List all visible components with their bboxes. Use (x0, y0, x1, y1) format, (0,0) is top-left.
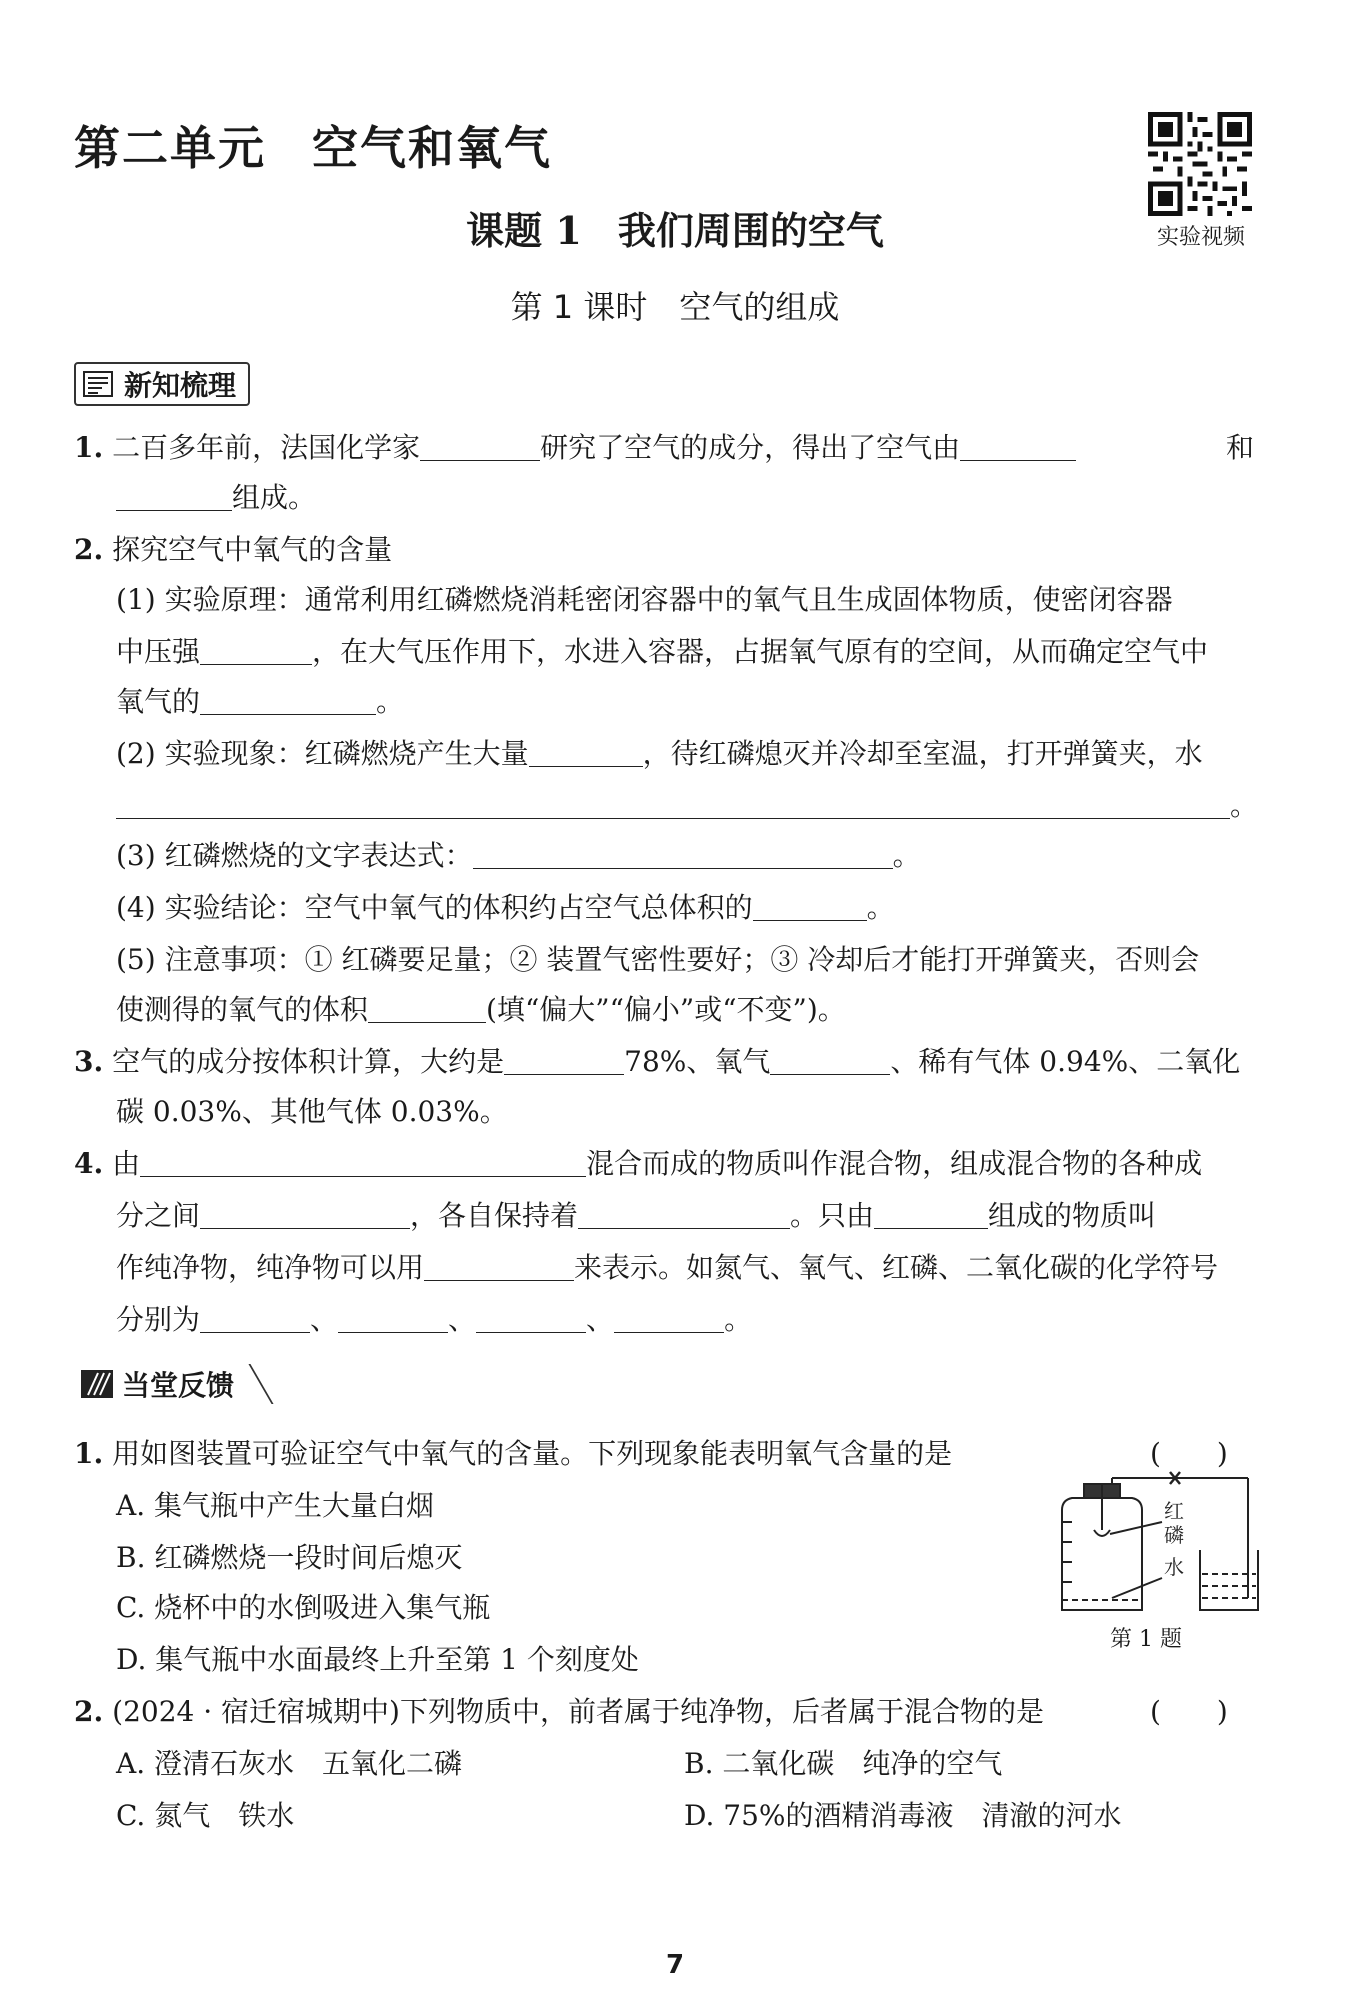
text: ，待红磷熄灭并冷却至室温，打开弹簧夹，水 (642, 737, 1203, 770)
qr-label: 实验视频 (1156, 225, 1245, 250)
text: 。 (866, 891, 895, 924)
answer-blank[interactable] (368, 992, 486, 1023)
text: 、 (586, 1303, 615, 1336)
answer-blank[interactable] (578, 1198, 790, 1229)
feedback-q1-option-d[interactable]: D. 集气瓶中水面最终上升至第 1 个刻度处 (116, 1643, 639, 1676)
knowledge-q4-line4 (116, 1300, 752, 1340)
feedback-q1-stem (74, 1434, 952, 1474)
text: 用如图装置可验证空气中氧气的含量。下列现象能表明氧气含量的是 (112, 1437, 953, 1470)
figure-caption: 第 1 题 (1110, 1627, 1182, 1652)
answer-blank[interactable] (473, 838, 893, 869)
answer-blank[interactable] (200, 684, 376, 715)
unit-number: 第二单元 (74, 121, 266, 175)
question-number: 1. (74, 431, 104, 464)
text: 组成的物质叫 (988, 1199, 1157, 1232)
answer-blank[interactable] (753, 890, 867, 921)
answer-blank[interactable] (420, 430, 540, 461)
answer-blank[interactable] (614, 1302, 724, 1333)
answer-blank[interactable] (960, 430, 1076, 461)
period-title (0, 282, 1350, 328)
book-icon (82, 369, 116, 399)
text: 。 (1230, 789, 1259, 822)
text: ，各自保持着 (410, 1199, 579, 1232)
text: 混合而成的物质叫作混合物，组成混合物的各种成 (586, 1147, 1203, 1180)
knowledge-q3-line1 (74, 1042, 1240, 1082)
feedback-q2-option-c[interactable]: C. 氮气 铁水 (116, 1799, 295, 1832)
answer-blank[interactable] (200, 634, 312, 665)
answer-blank[interactable] (338, 1302, 448, 1333)
feedback-q1-option-b[interactable]: B. 红磷燃烧一段时间后熄灭 (116, 1541, 463, 1574)
period-name: 空气的组成 (679, 288, 840, 326)
answer-blank[interactable] (529, 736, 643, 767)
text: (2024 · 宿迁宿城期中)下列物质中，前者属于纯净物，后者属于混合物的是 (112, 1695, 1044, 1728)
question-number: 2. (74, 1695, 104, 1728)
text: 二百多年前，法国化学家 (112, 431, 421, 464)
pencil-icon (80, 1369, 114, 1399)
text: 分之间 (116, 1199, 201, 1232)
page-number: 7 (665, 1950, 685, 1980)
question-number: 4. (74, 1147, 104, 1180)
knowledge-q4-line2 (116, 1196, 1156, 1236)
answer-blank[interactable] (424, 1250, 574, 1281)
text: 、 (448, 1303, 477, 1336)
answer-blank[interactable] (504, 1044, 624, 1075)
text: 作纯净物，纯净物可以用 (116, 1251, 425, 1284)
text: 来表示。如氮气、氧气、红磷、二氧化碳的化学符号 (574, 1251, 1219, 1284)
answer-parentheses[interactable]: ( ) (1150, 1695, 1228, 1728)
knowledge-q2-2-line2 (116, 786, 1258, 826)
knowledge-q2-1-line3 (116, 682, 404, 722)
feedback-q2-option-a[interactable]: A. 澄清石灰水 五氧化二磷 (116, 1747, 463, 1780)
text: 。 (724, 1303, 753, 1336)
feedback-q2-option-b[interactable]: B. 二氧化碳 纯净的空气 (684, 1747, 1003, 1780)
unit-name: 空气和氧气 (312, 121, 552, 175)
question-number: 1. (74, 1437, 104, 1470)
text: (4) 实验结论：空气中氧气的体积约占空气总体积的 (116, 891, 753, 924)
answer-blank[interactable] (770, 1044, 890, 1075)
knowledge-q2-3 (116, 836, 921, 876)
text: 中压强 (116, 635, 201, 668)
text: 。只由 (790, 1199, 875, 1232)
answer-blank[interactable] (200, 1302, 310, 1333)
feedback-q1-option-a[interactable]: A. 集气瓶中产生大量白烟 (116, 1489, 435, 1522)
question-number: 2. (74, 533, 104, 566)
text: 78%、氧气 (624, 1045, 771, 1078)
fig-label-phosphorus: 磷 (1164, 1523, 1184, 1547)
text: ，在大气压作用下，水进入容器，占据氧气原有的空间，从而确定空气中 (312, 635, 1209, 668)
text: 分别为 (116, 1303, 201, 1336)
text: 组成。 (232, 481, 317, 514)
knowledge-q2-5-line2 (116, 990, 846, 1030)
apparatus-diagram (1052, 1470, 1262, 1620)
text: 使测得的氧气的体积 (116, 993, 369, 1026)
feedback-q2-stem (74, 1692, 1044, 1732)
knowledge-q2-1-line2 (116, 632, 1208, 672)
fig-label-water: 水 (1164, 1555, 1184, 1579)
feedback-q1-option-c[interactable]: C. 烧杯中的水倒吸进入集气瓶 (116, 1591, 491, 1624)
answer-blank[interactable] (116, 480, 232, 511)
feedback-q2-option-d[interactable]: D. 75%的酒精消毒液 清澈的河水 (684, 1799, 1122, 1832)
knowledge-q2-4 (116, 888, 895, 928)
text: 探究空气中氧气的含量 (112, 533, 393, 566)
knowledge-q2-1-line1: (1) 实验原理：通常利用红磷燃烧消耗密闭容器中的氧气且生成固体物质，使密闭容器 (116, 583, 1173, 616)
text: 、稀有气体 0.94%、二氧化 (890, 1045, 1241, 1078)
answer-blank[interactable] (140, 1146, 586, 1177)
lesson-name: 我们周围的空气 (617, 208, 884, 253)
text: 研究了空气的成分，得出了空气由 (540, 431, 961, 464)
unit-title (74, 112, 552, 178)
text: 。 (892, 839, 921, 872)
knowledge-q1-he: 和 (1226, 431, 1255, 464)
answer-blank[interactable] (874, 1198, 988, 1229)
lesson-title (0, 200, 1350, 255)
answer-parentheses[interactable]: ( ) (1150, 1437, 1228, 1470)
section-new-knowledge (74, 362, 250, 406)
question-number: 3. (74, 1045, 104, 1078)
knowledge-q2-title (74, 530, 392, 570)
answer-blank[interactable] (200, 1198, 410, 1229)
lesson-number: 课题 1 (466, 208, 582, 253)
fig-label-red: 红 (1164, 1499, 1184, 1523)
text: (2) 实验现象：红磷燃烧产生大量 (116, 737, 529, 770)
text: 由 (112, 1147, 141, 1180)
knowledge-q1-line1 (74, 428, 1076, 468)
section-title: 当堂反馈 (122, 1369, 235, 1402)
answer-blank[interactable] (116, 788, 1230, 819)
knowledge-q4-line3 (116, 1248, 1218, 1288)
knowledge-q2-5-line1: (5) 注意事项：① 红磷要足量；② 装置气密性要好；③ 冷却后才能打开弹簧夹，否则会 (116, 943, 1200, 976)
text: 氧气的 (116, 685, 201, 718)
section-title: 新知梳理 (124, 369, 237, 402)
text: 、 (310, 1303, 339, 1336)
answer-blank[interactable] (476, 1302, 586, 1333)
knowledge-q3-line2: 碳 0.03%、其他气体 0.03%。 (116, 1095, 508, 1128)
knowledge-q1-line2 (116, 478, 316, 518)
knowledge-q2-2-line1 (116, 734, 1203, 774)
knowledge-q4-line1 (74, 1144, 1202, 1184)
text: 空气的成分按体积计算，大约是 (112, 1045, 505, 1078)
section-feedback (74, 1364, 244, 1404)
period-number: 第 1 课时 (510, 288, 648, 326)
text: (3) 红磷燃烧的文字表达式： (116, 839, 473, 872)
text: 。 (376, 685, 405, 718)
text: (填“偏大”“偏小”或“不变”)。 (486, 993, 846, 1026)
